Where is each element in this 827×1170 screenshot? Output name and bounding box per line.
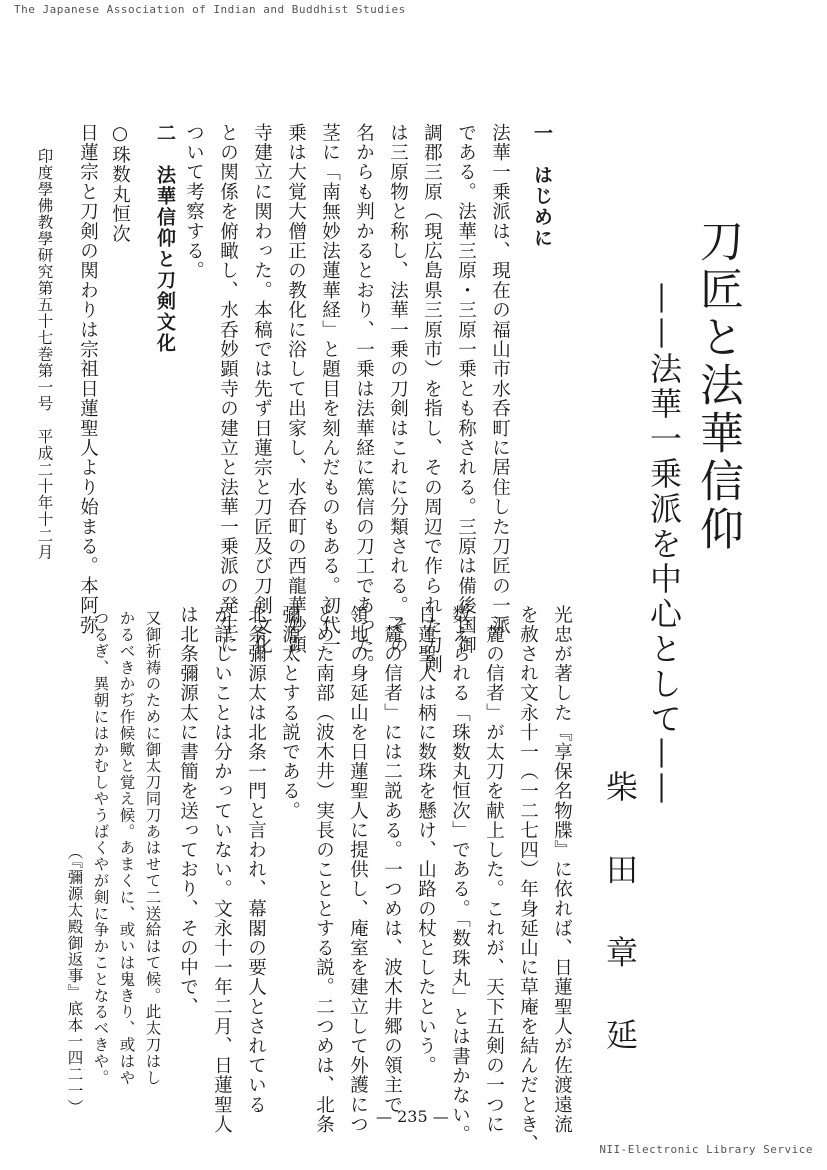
body-line: 光忠が著した『享保名物牒』に依れば、日蓮聖人が佐渡遠流 — [551, 605, 573, 1135]
body-line: 名からも判かるとおり、一乗は法華経に篤信の刀工であった。 — [353, 123, 375, 675]
body-line: とめた南部（波木井）実長のこととする説。二つめは、北条 — [313, 605, 335, 1135]
body-line: 調郡三原（現広島県三原市）を指し、その周辺で作られた刀剣 — [421, 123, 443, 675]
page-number: — 235 — — [376, 1107, 449, 1126]
body-line: 「麓の信者」には二説ある。一つめは、波木井郷の領主で — [381, 605, 403, 1115]
section-1-heading: 一 はじめに — [531, 123, 553, 249]
body-line: 茎に「南無妙法蓮華経」と題目を刻んだものもある。初代一 — [319, 123, 341, 655]
body-line: が詳しいことは分かっていない。文永十一年二月、日蓮聖人 — [211, 605, 233, 1135]
quote-line: 又御祈祷のために御太刀同刀あはせて二送給はて候。此太刀はし — [143, 610, 162, 1086]
body-line: 北条彌源太は北条一門と言われ、幕閣の要人とされている — [245, 605, 267, 1115]
body-line: ついて考察する。 — [183, 123, 205, 281]
footer-library-service: NII-Electronic Library Service — [599, 1143, 813, 1156]
body-line: 日蓮聖人は柄に数珠を懸け、山路の杖としたという。 — [415, 605, 437, 1076]
article-subtitle: ——法華一乗派を中心として—— — [645, 282, 683, 807]
body-line: 日蓮宗と刀剣の関わりは宗祖日蓮聖人より始まる。本阿弥 — [77, 123, 99, 636]
quote-line: かるべきかぢ作候歟と覚え候。あまくに、或いは鬼きり、或はや — [117, 610, 136, 1086]
quote-source: （『彌源太殿御返事』底本一四二一） — [65, 844, 84, 1116]
body-line: 乗は大覚大僧正の教化に浴して出家し、水呑町の西龍華妙顕 — [285, 123, 307, 655]
body-line: 領地の身延山を日蓮聖人に提供し、庵室を建立して外護につ — [347, 605, 369, 1135]
quote-line: つるぎ、異朝にはかむしやうばくやが剣に争かことなるべきや。 — [91, 610, 110, 1086]
subsection-heading: ○珠数丸恒次 — [109, 123, 131, 244]
body-line: である。法華三原・三原一乗とも称される。三原は備後国御 — [455, 123, 477, 655]
body-line: は北条彌源太に書簡を送っており、その中で、 — [177, 605, 199, 1017]
header-association: The Japanese Association of Indian and Buddhist Studies — [14, 3, 406, 16]
body-line: 彌源太とする説である。 — [279, 605, 301, 821]
body-line: 「麓の信者」が太刀を献上した。これが、天下五剣の一つに — [483, 605, 505, 1135]
body-line: 数えられる「珠数丸恒次」である。「数珠丸」とは書かない。 — [449, 605, 471, 1145]
article-title: 刀匠と法華信仰 — [692, 218, 743, 554]
author-name: 柴 田 章 延 — [601, 770, 639, 1050]
journal-info: 印度學佛教學研究第五十七巻第一号 平成二十年十二月 — [35, 148, 54, 561]
body-line: は三原物と称し、法華一乗の刀剣はこれに分類される。その — [387, 123, 409, 655]
body-line: との関係を俯瞰し、水呑妙顕寺の建立と法華一乗派の発生に — [217, 123, 239, 655]
body-line: を赦され文永十一（一二七四）年身延山に草庵を結んだとき、 — [517, 605, 539, 1154]
body-line: 寺建立に関わった。本稿では先ず日蓮宗と刀匠及び刀剣文化 — [251, 123, 273, 655]
body-line: 法華一乗派は、現在の福山市水呑町に居住した刀匠の一派 — [489, 123, 511, 636]
section-2-heading: 二 法華信仰と刀剣文化 — [154, 123, 176, 354]
